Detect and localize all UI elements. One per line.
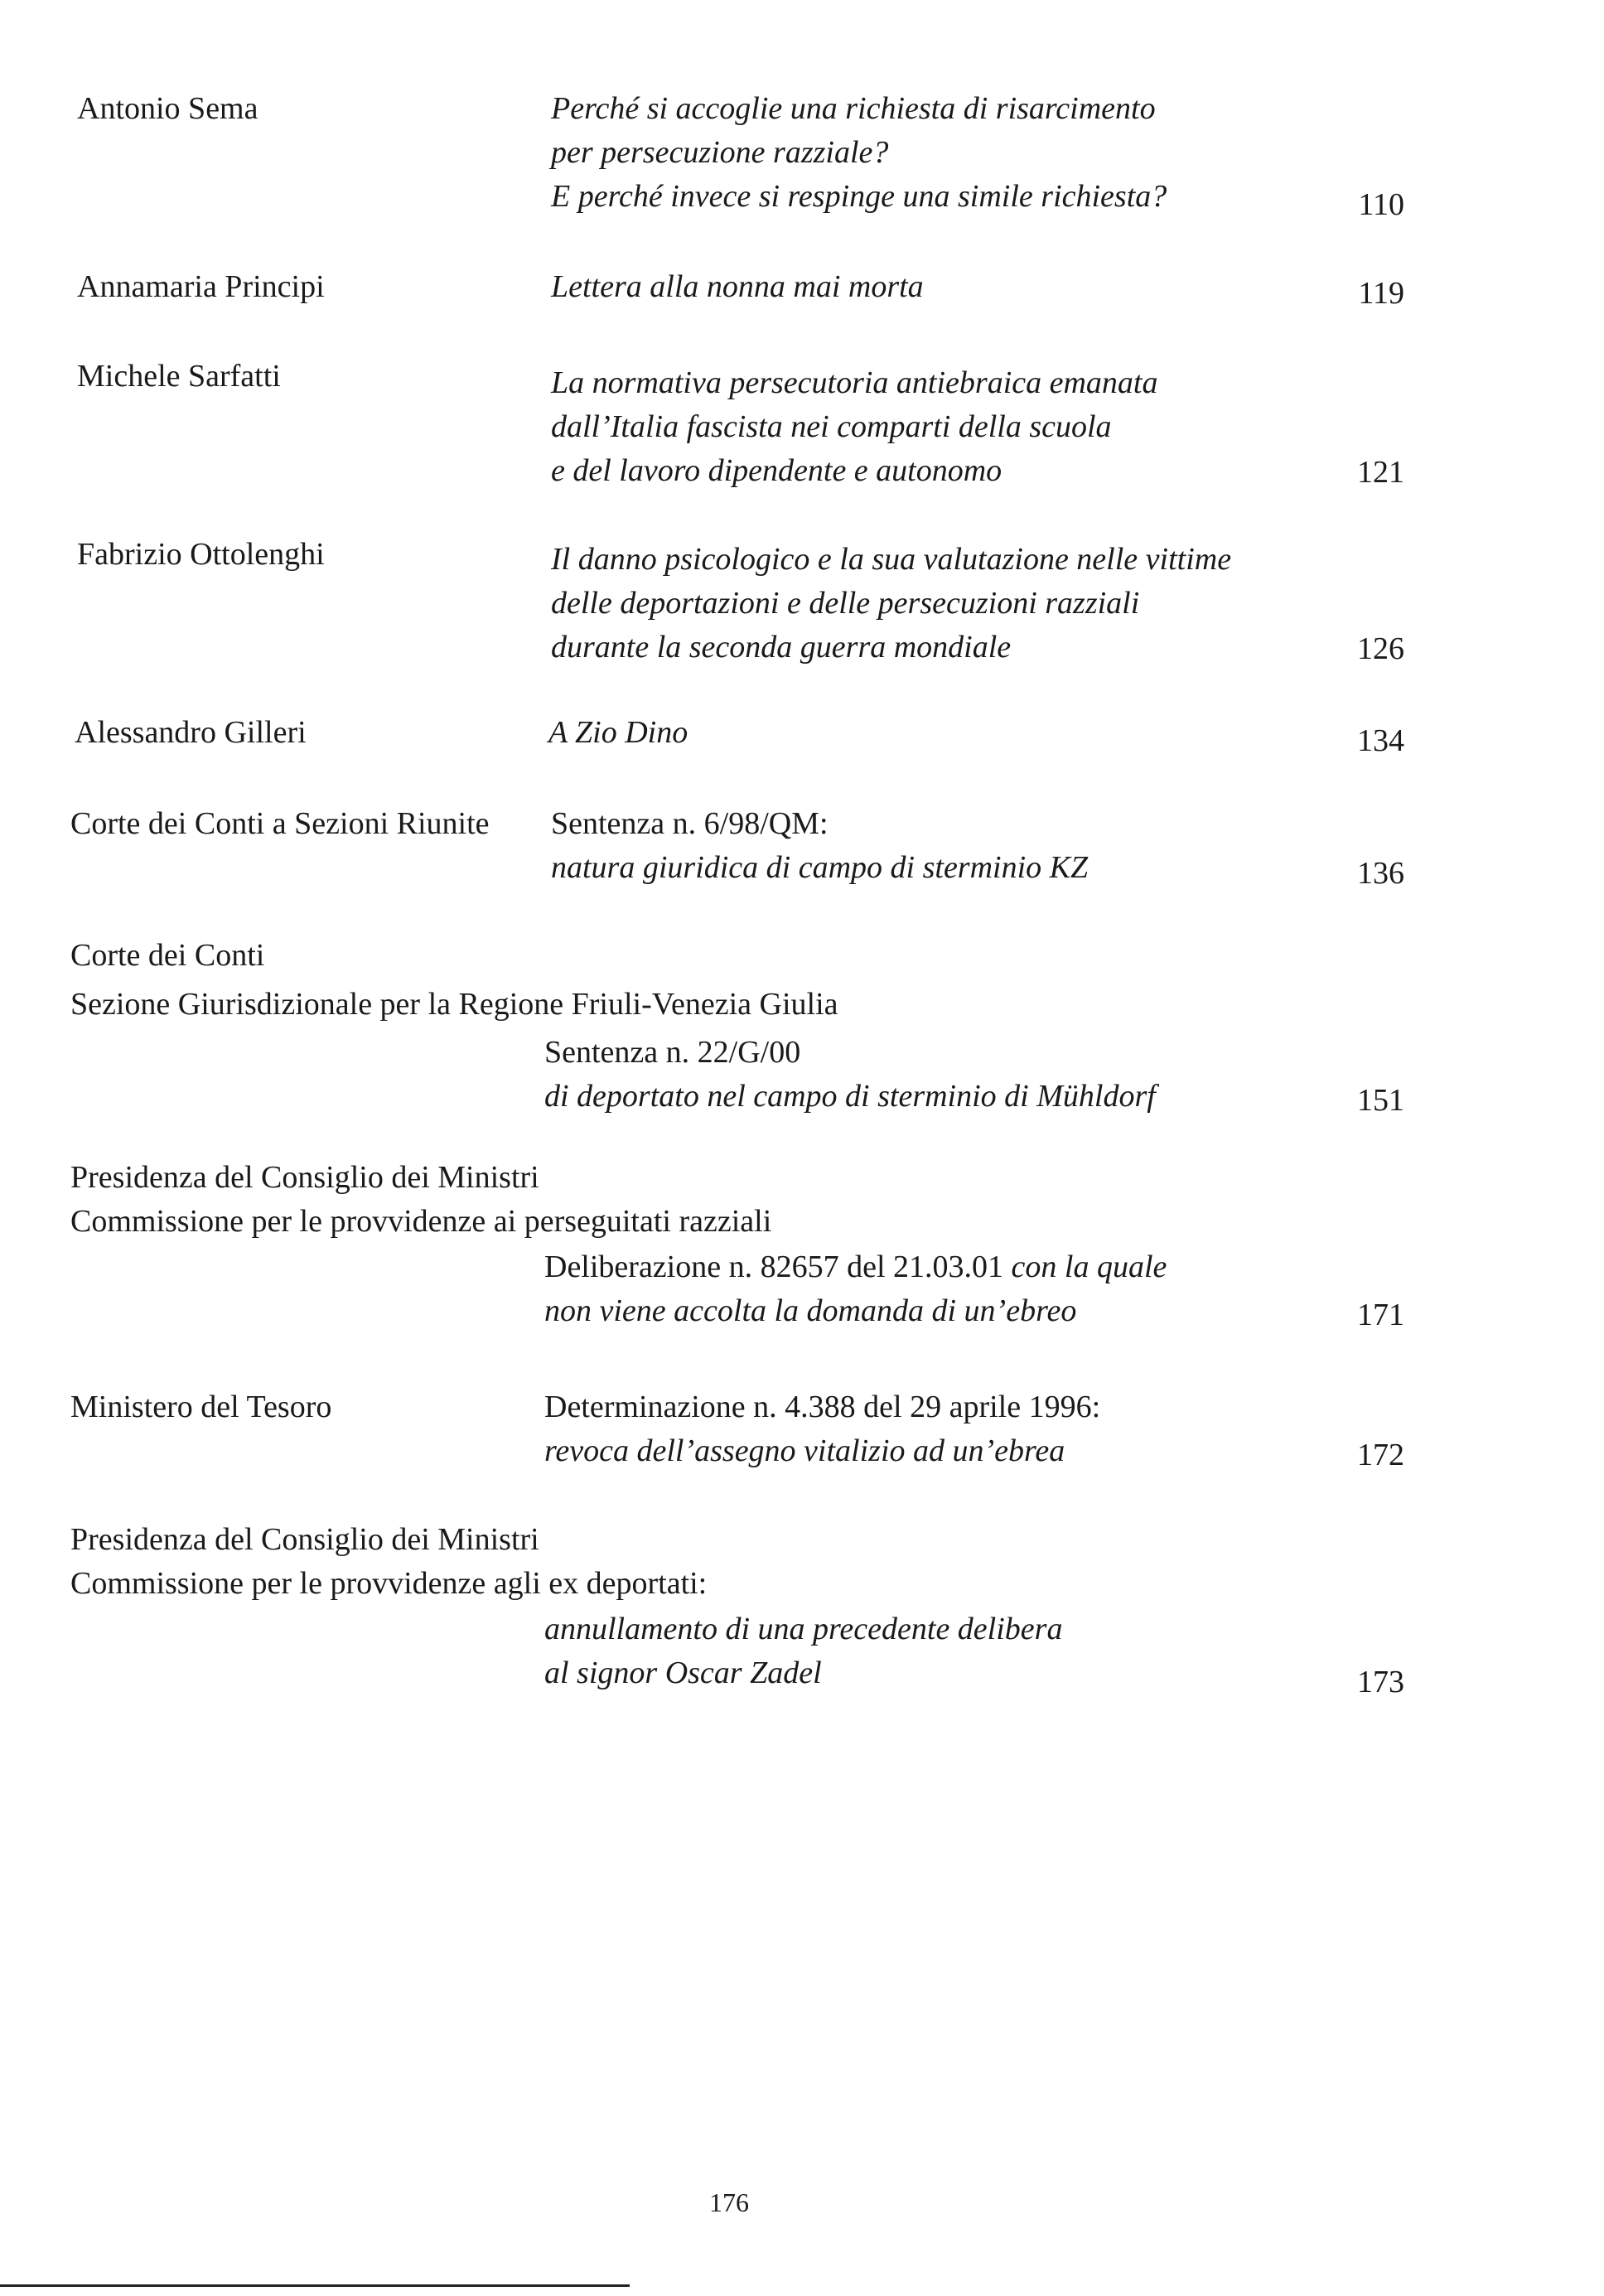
toc-author: Michele Sarfatti xyxy=(77,359,281,394)
toc-title-line: annullamento di una precedente delibera xyxy=(544,1612,1063,1646)
toc-title xyxy=(551,265,1346,309)
toc-title-part: con la quale xyxy=(1011,1250,1167,1284)
toc-title xyxy=(551,802,1346,890)
toc-author-line: Sezione Giurisdizionale per la Regione Friuli-Venezia Giulia xyxy=(70,987,838,1022)
toc-author-line: Presidenza del Consiglio dei Ministri xyxy=(70,1522,539,1557)
toc-title-line: natura giuridica di campo di sterminio KZ xyxy=(551,850,1089,885)
toc-title-line: revoca dell’assegno vitalizio ad un’ebrea xyxy=(544,1433,1065,1468)
scan-edge-rule xyxy=(0,2284,630,2287)
toc-title-line: Lettera alla nonna mai morta xyxy=(551,269,924,304)
toc-author xyxy=(70,934,838,1027)
toc-title-line: Determinazione n. 4.388 del 29 aprile 1996: xyxy=(544,1390,1101,1424)
toc-title-line: di deportato nel campo di sterminio di Mühldorf xyxy=(544,1079,1156,1114)
toc-title xyxy=(544,1031,1340,1119)
toc-title-line: Il danno psicologico e la sua valutazione nelle vittime xyxy=(551,542,1232,577)
toc-title-line: dall’Italia fascista nei comparti della scuola xyxy=(551,409,1112,444)
toc-author: Corte dei Conti a Sezioni Riunite xyxy=(70,806,490,841)
toc-title-line: e del lavoro dipendente e autonomo xyxy=(551,453,1002,488)
toc-author: Ministero del Tesoro xyxy=(70,1390,332,1424)
toc-title-line: non viene accolta la domanda di un’ebreo xyxy=(544,1293,1077,1328)
toc-title-line: delle deportazioni e delle persecuzioni razziali xyxy=(551,586,1140,621)
toc-author: Fabrizio Ottolenghi xyxy=(77,537,325,572)
toc-title-line: durante la seconda guerra mondiale xyxy=(551,630,1012,665)
toc-title-line: A Zio Dino xyxy=(548,715,688,750)
toc-author xyxy=(70,1518,707,1606)
toc-title xyxy=(551,538,1346,669)
toc-title xyxy=(551,361,1346,493)
toc-page-number: 121 xyxy=(1357,455,1404,490)
toc-author-line: Commissione per le provvidenze ai perseguitati razziali xyxy=(70,1204,772,1239)
toc-title-line: E perché invece si respinge una simile richiesta? xyxy=(551,179,1167,214)
toc-page-number: 136 xyxy=(1357,856,1404,891)
toc-page-number: 126 xyxy=(1357,631,1404,666)
toc-page-number: 151 xyxy=(1357,1083,1404,1118)
toc-title xyxy=(544,1245,1340,1333)
toc-title-line: Sentenza n. 22/G/00 xyxy=(544,1035,801,1070)
toc-page-number: 110 xyxy=(1358,187,1404,222)
toc-page-number: 171 xyxy=(1357,1298,1404,1332)
toc-title-line: Perché si accoglie una richiesta di risarcimento xyxy=(551,91,1156,126)
toc-author-line: Commissione per le provvidenze agli ex deportati: xyxy=(70,1566,708,1601)
toc-title-line: La normativa persecutoria antiebraica emanata xyxy=(551,365,1158,400)
toc-title xyxy=(544,1385,1340,1473)
toc-author xyxy=(70,1156,771,1244)
toc-title-line: per persecuzione razziale? xyxy=(551,135,889,170)
toc-title-line xyxy=(544,1245,1340,1289)
toc-page-number: 172 xyxy=(1357,1438,1404,1472)
toc-title-part: Deliberazione n. 82657 del 21.03.01 xyxy=(544,1250,1012,1284)
toc-author: Annamaria Principi xyxy=(77,269,325,304)
toc-page-number: 173 xyxy=(1357,1665,1404,1699)
toc-title xyxy=(551,87,1346,219)
toc-page-number: 134 xyxy=(1357,723,1404,758)
toc-title xyxy=(544,1607,1340,1695)
toc-author: Antonio Sema xyxy=(77,91,258,126)
toc-author-line: Presidenza del Consiglio dei Ministri xyxy=(70,1160,539,1195)
toc-page-number: 119 xyxy=(1358,276,1404,311)
toc-title-line: al signor Oscar Zadel xyxy=(544,1656,822,1690)
toc-author: Alessandro Gilleri xyxy=(75,715,307,750)
toc-author-line: Corte dei Conti xyxy=(70,938,265,973)
page-number-footer: 176 xyxy=(709,2187,749,2217)
toc-title-line: Sentenza n. 6/98/QM: xyxy=(551,806,829,841)
toc-title xyxy=(548,711,1344,755)
